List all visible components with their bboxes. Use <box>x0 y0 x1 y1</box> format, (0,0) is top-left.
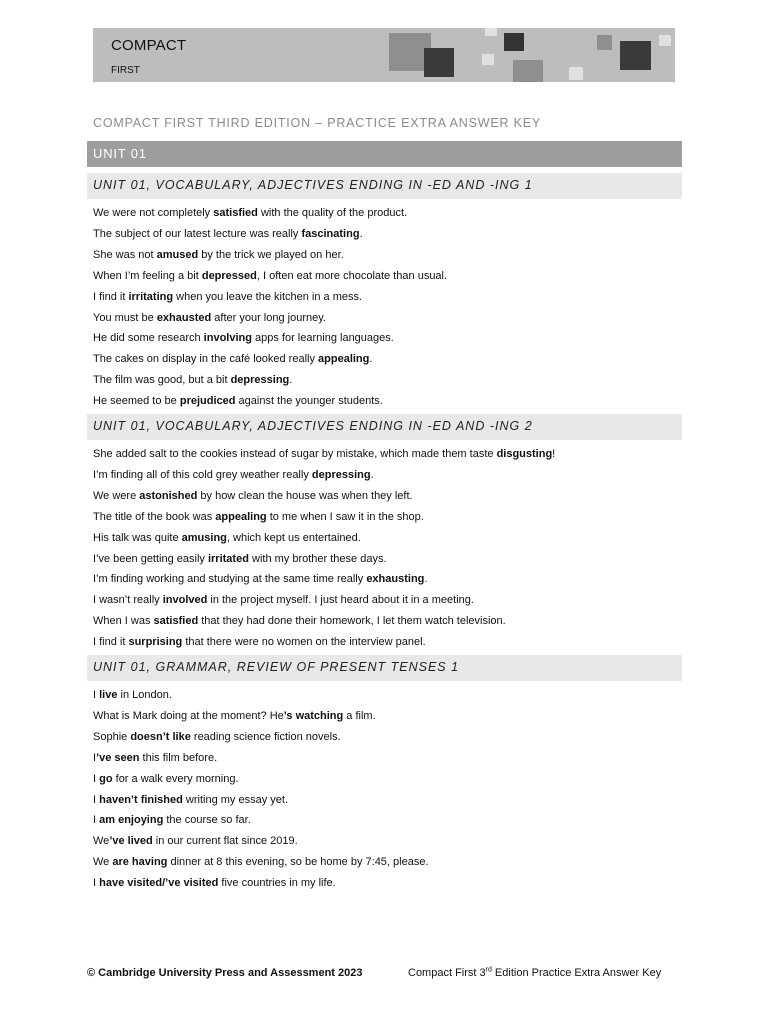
answer-text-before: The cakes on display in the café looked really <box>93 353 319 365</box>
decor-square <box>482 54 494 65</box>
answer-highlight: amused <box>156 249 199 261</box>
answer-highlight: ’ve seen <box>96 752 140 764</box>
answer-text-before: When I’m feeling a bit <box>93 270 202 282</box>
decor-square <box>424 48 454 77</box>
answer-line <box>93 813 251 827</box>
answer-line <box>93 227 363 241</box>
answer-text-after: reading science fiction novels. <box>190 731 341 743</box>
answer-highlight: prejudiced <box>179 395 236 407</box>
answer-line <box>93 269 447 283</box>
answer-text-before: I find it <box>93 291 129 303</box>
answer-line <box>93 635 426 649</box>
answer-line <box>93 593 474 607</box>
answer-text-after: , which kept us entertained. <box>226 532 361 544</box>
answer-line <box>93 311 326 325</box>
answer-text-after: in the project myself. I just heard about it in a meeting. <box>207 594 474 606</box>
answer-highlight: are having <box>112 856 168 868</box>
answer-text-after: by how clean the house was when they left. <box>197 490 413 502</box>
answer-text-after: this film before. <box>139 752 218 764</box>
answer-text-after: in London. <box>117 689 172 701</box>
answer-highlight: exhausting <box>366 573 425 585</box>
answer-text-before: I’ve been getting easily <box>93 553 208 565</box>
answer-highlight: have visited/’ve visited <box>99 877 219 889</box>
brand-subtitle: FIRST <box>111 65 140 76</box>
answer-line <box>93 834 298 848</box>
answer-line <box>93 876 336 890</box>
answer-text-after: . <box>369 353 373 365</box>
answer-text-after: when you leave the kitchen in a mess. <box>173 291 363 303</box>
answer-highlight: disgusting <box>496 448 553 460</box>
answer-text-after: writing my essay yet. <box>182 794 289 806</box>
decor-square <box>659 35 671 46</box>
answer-highlight: surprising <box>128 636 183 648</box>
answer-text-after: the course so far. <box>163 814 251 826</box>
answer-text-before: What is Mark doing at the moment? He <box>93 710 284 722</box>
answer-highlight: ’s watching <box>283 710 344 722</box>
answer-text-before: She added salt to the cookies instead of sugar by mistake, which made them taste <box>93 448 497 460</box>
answer-text-after: for a walk every morning. <box>112 773 239 785</box>
brand-title: COMPACT <box>111 37 187 54</box>
answer-line <box>93 489 413 503</box>
answer-line <box>93 709 376 723</box>
answer-text-after: with my brother these days. <box>248 553 387 565</box>
answer-highlight: depressing <box>230 374 290 386</box>
answer-text-after: that they had done their homework, I let them watch television. <box>198 615 506 627</box>
answer-text-before: I <box>93 877 100 889</box>
answer-text-before: I <box>93 689 100 701</box>
decor-square <box>620 41 651 70</box>
section-heading: UNIT 01, GRAMMAR, REVIEW OF PRESENT TENSES 1 <box>87 655 682 681</box>
answer-text-after: a film. <box>343 710 376 722</box>
answer-highlight: go <box>99 773 113 785</box>
answer-highlight: fascinating <box>301 228 360 240</box>
answer-highlight: doesn’t like <box>130 731 191 743</box>
answer-line <box>93 730 341 744</box>
answer-text-after: , I often eat more chocolate than usual. <box>256 270 448 282</box>
answer-text-before: We <box>93 835 110 847</box>
answer-text-before: We were not completely <box>93 207 214 219</box>
answer-highlight: amusing <box>181 532 227 544</box>
answer-text-after: in our current flat since 2019. <box>152 835 298 847</box>
footer-title <box>408 967 661 979</box>
answer-text-after: after your long journey. <box>211 312 326 324</box>
answer-text-after: by the trick we played on her. <box>198 249 344 261</box>
answer-text-before: I <box>93 814 100 826</box>
answer-line <box>93 248 344 262</box>
answer-highlight: depressing <box>311 469 371 481</box>
answer-line <box>93 572 427 586</box>
answer-highlight: involved <box>162 594 208 606</box>
answer-line <box>93 855 429 869</box>
answer-text-after: . <box>424 573 428 585</box>
answer-line <box>93 290 362 304</box>
answer-text-after: . <box>370 469 374 481</box>
answer-line <box>93 688 172 702</box>
answer-line <box>93 206 407 220</box>
answer-text-before: The title of the book was <box>93 511 216 523</box>
answer-line <box>93 751 217 765</box>
document-title: COMPACT FIRST THIRD EDITION – PRACTICE EXTRA ANSWER KEY <box>93 116 541 130</box>
answer-highlight: satisfied <box>153 615 199 627</box>
footer-title-pre: Compact First 3 <box>408 967 486 979</box>
answer-text-after: with the quality of the product. <box>257 207 408 219</box>
answer-highlight: am enjoying <box>99 814 164 826</box>
answer-line <box>93 331 394 345</box>
answer-text-after: to me when I saw it in the shop. <box>266 511 424 523</box>
answer-highlight: haven’t finished <box>99 794 183 806</box>
answer-text-before: We were <box>93 490 140 502</box>
answer-text-before: You must be <box>93 312 157 324</box>
decor-square <box>513 60 543 82</box>
section-heading: UNIT 01, VOCABULARY, ADJECTIVES ENDING IN -ED AND -ING 2 <box>87 414 682 440</box>
decor-square <box>597 35 612 50</box>
footer-title-post: Edition Practice Extra Answer Key <box>491 967 662 979</box>
unit-heading: UNIT 01 <box>87 141 682 167</box>
answer-line <box>93 614 506 628</box>
footer-copyright: © Cambridge University Press and Assessment 2023 <box>87 967 363 979</box>
answer-text-before: I find it <box>93 636 129 648</box>
answer-line <box>93 531 361 545</box>
answer-text-before: I <box>93 752 97 764</box>
answer-line <box>93 394 383 408</box>
answer-highlight: satisfied <box>213 207 258 219</box>
answer-text-after: against the younger students. <box>235 395 383 407</box>
answer-highlight: live <box>99 689 118 701</box>
answer-text-before: We <box>93 856 113 868</box>
answer-text-before: He seemed to be <box>93 395 180 407</box>
answer-line <box>93 793 288 807</box>
decor-square <box>504 33 524 51</box>
answer-text-before: I <box>93 773 100 785</box>
answer-text-before: She was not <box>93 249 157 261</box>
answer-text-before: His talk was quite <box>93 532 182 544</box>
answer-text-before: I <box>93 794 100 806</box>
answer-text-before: The subject of our latest lecture was really <box>93 228 302 240</box>
answer-highlight: irritating <box>128 291 174 303</box>
answer-line <box>93 447 555 461</box>
answer-highlight: exhausted <box>156 312 212 324</box>
answer-text-after: dinner at 8 this evening, so be home by 7:45, please. <box>167 856 429 868</box>
answer-highlight: involving <box>203 332 252 344</box>
answer-text-after: apps for learning languages. <box>251 332 394 344</box>
answer-text-before: I’m finding working and studying at the same time really <box>93 573 367 585</box>
header-banner <box>93 28 675 82</box>
answer-highlight: appealing <box>215 511 267 523</box>
answer-text-before: The film was good, but a bit <box>93 374 231 386</box>
answer-line <box>93 510 424 524</box>
answer-line <box>93 352 372 366</box>
answer-text-after: . <box>359 228 363 240</box>
answer-text-after: five countries in my life. <box>218 877 336 889</box>
answer-text-after: . <box>289 374 293 386</box>
answer-highlight: appealing <box>318 353 370 365</box>
footer-title-sup: rd <box>485 966 492 974</box>
answer-text-after: that there were no women on the interview panel. <box>182 636 426 648</box>
answer-highlight: ’ve lived <box>109 835 153 847</box>
answer-line <box>93 552 387 566</box>
answer-line <box>93 373 292 387</box>
answer-text-after: ! <box>552 448 556 460</box>
answer-line <box>93 468 374 482</box>
answer-line <box>93 772 239 786</box>
answer-text-before: I’m finding all of this cold grey weather really <box>93 469 312 481</box>
answer-text-before: He did some research <box>93 332 204 344</box>
answer-highlight: depressed <box>201 270 257 282</box>
answer-highlight: astonished <box>139 490 198 502</box>
section-heading: UNIT 01, VOCABULARY, ADJECTIVES ENDING IN -ED AND -ING 1 <box>87 173 682 199</box>
answer-highlight: irritated <box>207 553 249 565</box>
answer-text-before: I wasn’t really <box>93 594 163 606</box>
decor-square <box>485 28 497 36</box>
answer-text-before: When I was <box>93 615 154 627</box>
decor-square <box>569 67 583 80</box>
answer-text-before: Sophie <box>93 731 131 743</box>
